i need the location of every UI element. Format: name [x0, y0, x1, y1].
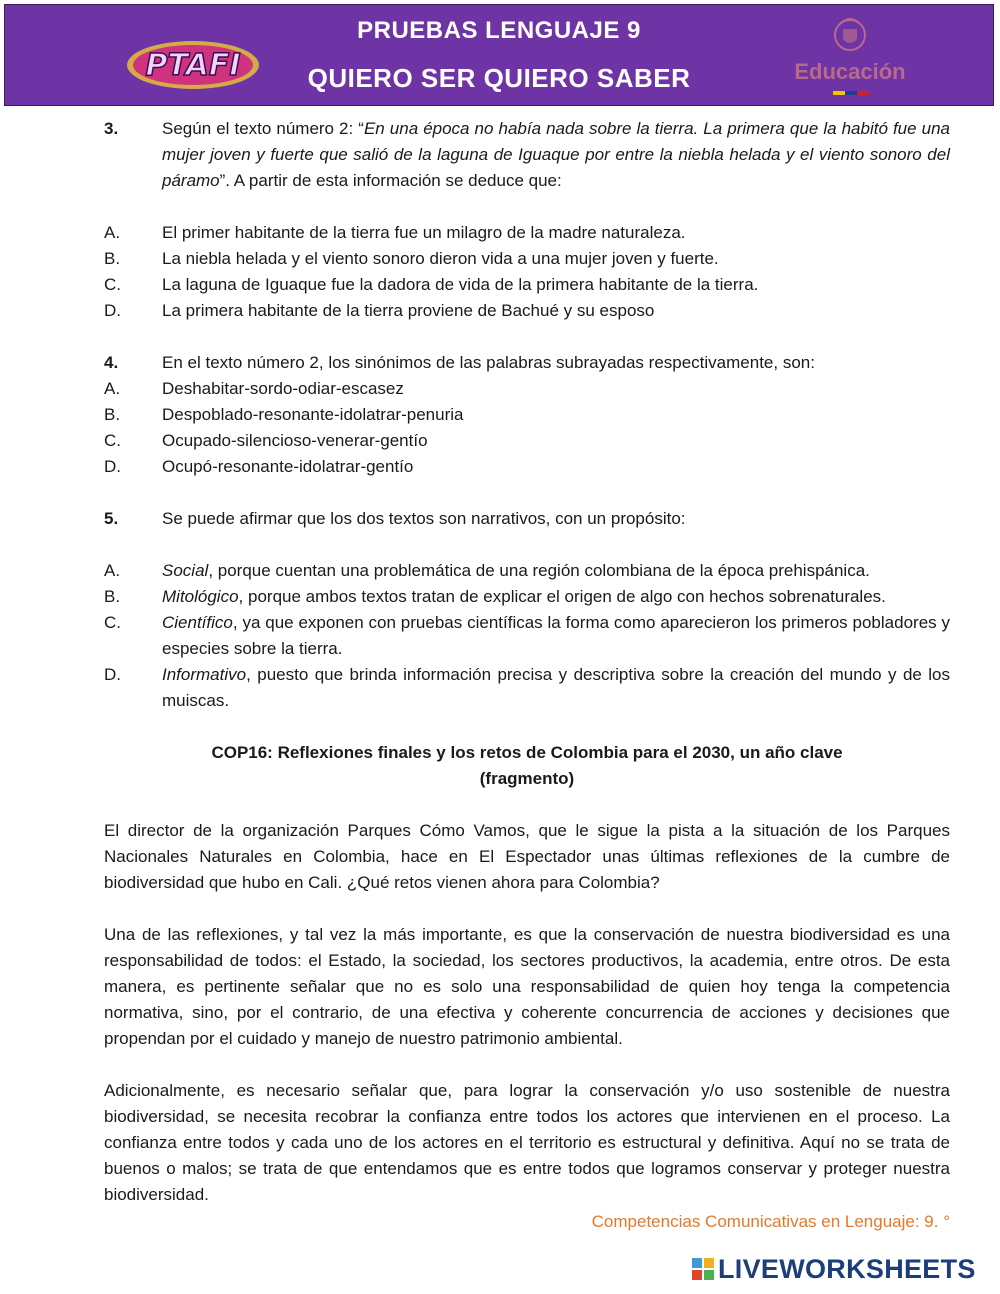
question-text: Según el texto número 2: “ [162, 119, 364, 138]
option-text: La primera habitante de la tierra proviene de Bachué y su esposo [162, 301, 655, 320]
option-b[interactable] [104, 584, 950, 610]
shield-icon [785, 13, 915, 59]
option-letter: B. [104, 249, 121, 268]
option-text: Ocupado-silencioso-venerar-gentío [162, 431, 428, 450]
option-text: , puesto que brinda información precisa y descriptiva sobre la creación del mundo y de los muiscas. [162, 665, 950, 710]
question-number: 5. [104, 509, 119, 528]
option-a[interactable] [104, 376, 950, 402]
option-c[interactable] [104, 272, 950, 298]
option-text: , porque ambos textos tratan de explicar el origen de algo con hechos sobrenaturales. [238, 587, 886, 606]
header-title-line1: PRUEBAS LENGUAJE 9 [357, 17, 641, 44]
option-d[interactable] [104, 454, 950, 480]
option-c[interactable] [104, 428, 950, 454]
option-letter: C. [104, 275, 121, 294]
article-paragraph: Adicionalmente, es necesario señalar que, para lograr la conservación y/o uso sostenible de nuestra biodiversidad, se necesita recobrar la confianza entre todos los actores que intervienen en el proceso. La confianza entre todos y cada uno de los actores en el territorio es estructural y definitiva. Aquí no se trata de buenos o malos; se trata de que entendamos que es entre todos que logramos conservar y proteger nuestra biodiversidad. [104, 1081, 950, 1204]
option-letter: B. [104, 405, 121, 424]
question-5 [104, 506, 950, 532]
option-purpose: Social [162, 561, 209, 580]
option-b[interactable] [104, 402, 950, 428]
educacion-text: Educación [794, 59, 906, 84]
option-purpose: Informativo [162, 665, 247, 684]
option-d[interactable] [104, 662, 950, 714]
option-a[interactable] [104, 558, 950, 584]
option-text: La niebla helada y el viento sonoro dieron vida a una mujer joven y fuerte. [162, 249, 719, 268]
flag-stripe [833, 91, 869, 95]
header-banner [4, 4, 994, 106]
question-text: En el texto número 2, los sinónimos de las palabras subrayadas respectivamente, son: [162, 353, 815, 372]
option-text: La laguna de Iguaque fue la dadora de vida de la primera habitante de la tierra. [162, 275, 759, 294]
option-c[interactable] [104, 610, 950, 662]
option-b[interactable] [104, 246, 950, 272]
article-title: COP16: Reflexiones finales y los retos de Colombia para el 2030, un año clave [211, 743, 843, 762]
question-number: 4. [104, 353, 119, 372]
option-a[interactable] [104, 220, 950, 246]
option-purpose: Mitológico [162, 587, 239, 606]
option-text: El primer habitante de la tierra fue un milagro de la madre naturaleza. [162, 223, 686, 242]
option-letter: A. [104, 379, 121, 398]
article-paragraph: El director de la organización Parques Cómo Vamos, que le sigue la pista a la situación de los Parques Nacionales Naturales en Colombia, hace en El Espectador unas últimas reflexiones de la cumbre de biodiversidad que hubo en Cali. ¿Qué retos vienen ahora para Colombia? [104, 821, 950, 892]
option-purpose: Científico [162, 613, 233, 632]
question-3 [104, 116, 950, 194]
document-body [104, 116, 950, 1208]
header-title-line2: QUIERO SER QUIERO SABER [307, 63, 691, 93]
option-letter: B. [104, 587, 121, 606]
option-letter: D. [104, 457, 121, 476]
option-text: Despoblado-resonante-idolatrar-penuria [162, 405, 464, 424]
question-number: 3. [104, 119, 119, 138]
question-4 [104, 350, 950, 376]
question-text: Se puede afirmar que los dos textos son narrativos, con un propósito: [162, 509, 686, 528]
svg-text:PTAFI: PTAFI [145, 48, 241, 83]
option-text: Ocupó-resonante-idolatrar-gentío [162, 457, 414, 476]
liveworksheets-text: LIVEWORKSHEETS [718, 1253, 976, 1284]
option-letter: A. [104, 223, 121, 242]
footer-caption: Competencias Comunicativas en Lenguaje: 9. ° [591, 1212, 950, 1231]
educacion-logo [785, 13, 915, 101]
liveworksheets-logo[interactable] [692, 1254, 976, 1284]
option-letter: D. [104, 665, 121, 684]
option-letter: C. [104, 431, 121, 450]
option-letter: C. [104, 613, 121, 632]
option-text: Deshabitar-sordo-odiar-escasez [162, 379, 404, 398]
option-text: , ya que exponen con pruebas científicas la forma como aparecieron los primeros pobladores y especies sobre la tierra. [162, 613, 950, 658]
liveworksheets-icon [692, 1258, 714, 1280]
article-paragraph: Una de las reflexiones, y tal vez la más importante, es que la conservación de nuestra biodiversidad es una responsabilidad de todos: el Estado, la sociedad, los sectores productivos, la academia, entre otros. De esta manera, es pertinente señalar que no es solo una responsabilidad de quien hoy tenga la competencia normativa, sino, por el contrario, de una efectiva y coherente concurrencia de acciones y decisiones que propendan por el cuidado y manejo de nuestro patrimonio ambiental. [104, 925, 950, 1048]
question-quote: En una época no había nada sobre la tierra. La primera que la habitó fue una mujer joven y fuerte que salió de la laguna de Iguaque por entre la niebla helada y el viento sonoro del páramo [162, 119, 951, 190]
option-text: , porque cuentan una problemática de una región colombiana de la época prehispánica. [208, 561, 870, 580]
option-letter: D. [104, 301, 121, 320]
question-text-end: ”. A partir de esta información se deduce que: [219, 171, 562, 190]
option-d[interactable] [104, 298, 950, 324]
article-subtitle: (fragmento) [479, 769, 575, 788]
option-letter: A. [104, 561, 121, 580]
